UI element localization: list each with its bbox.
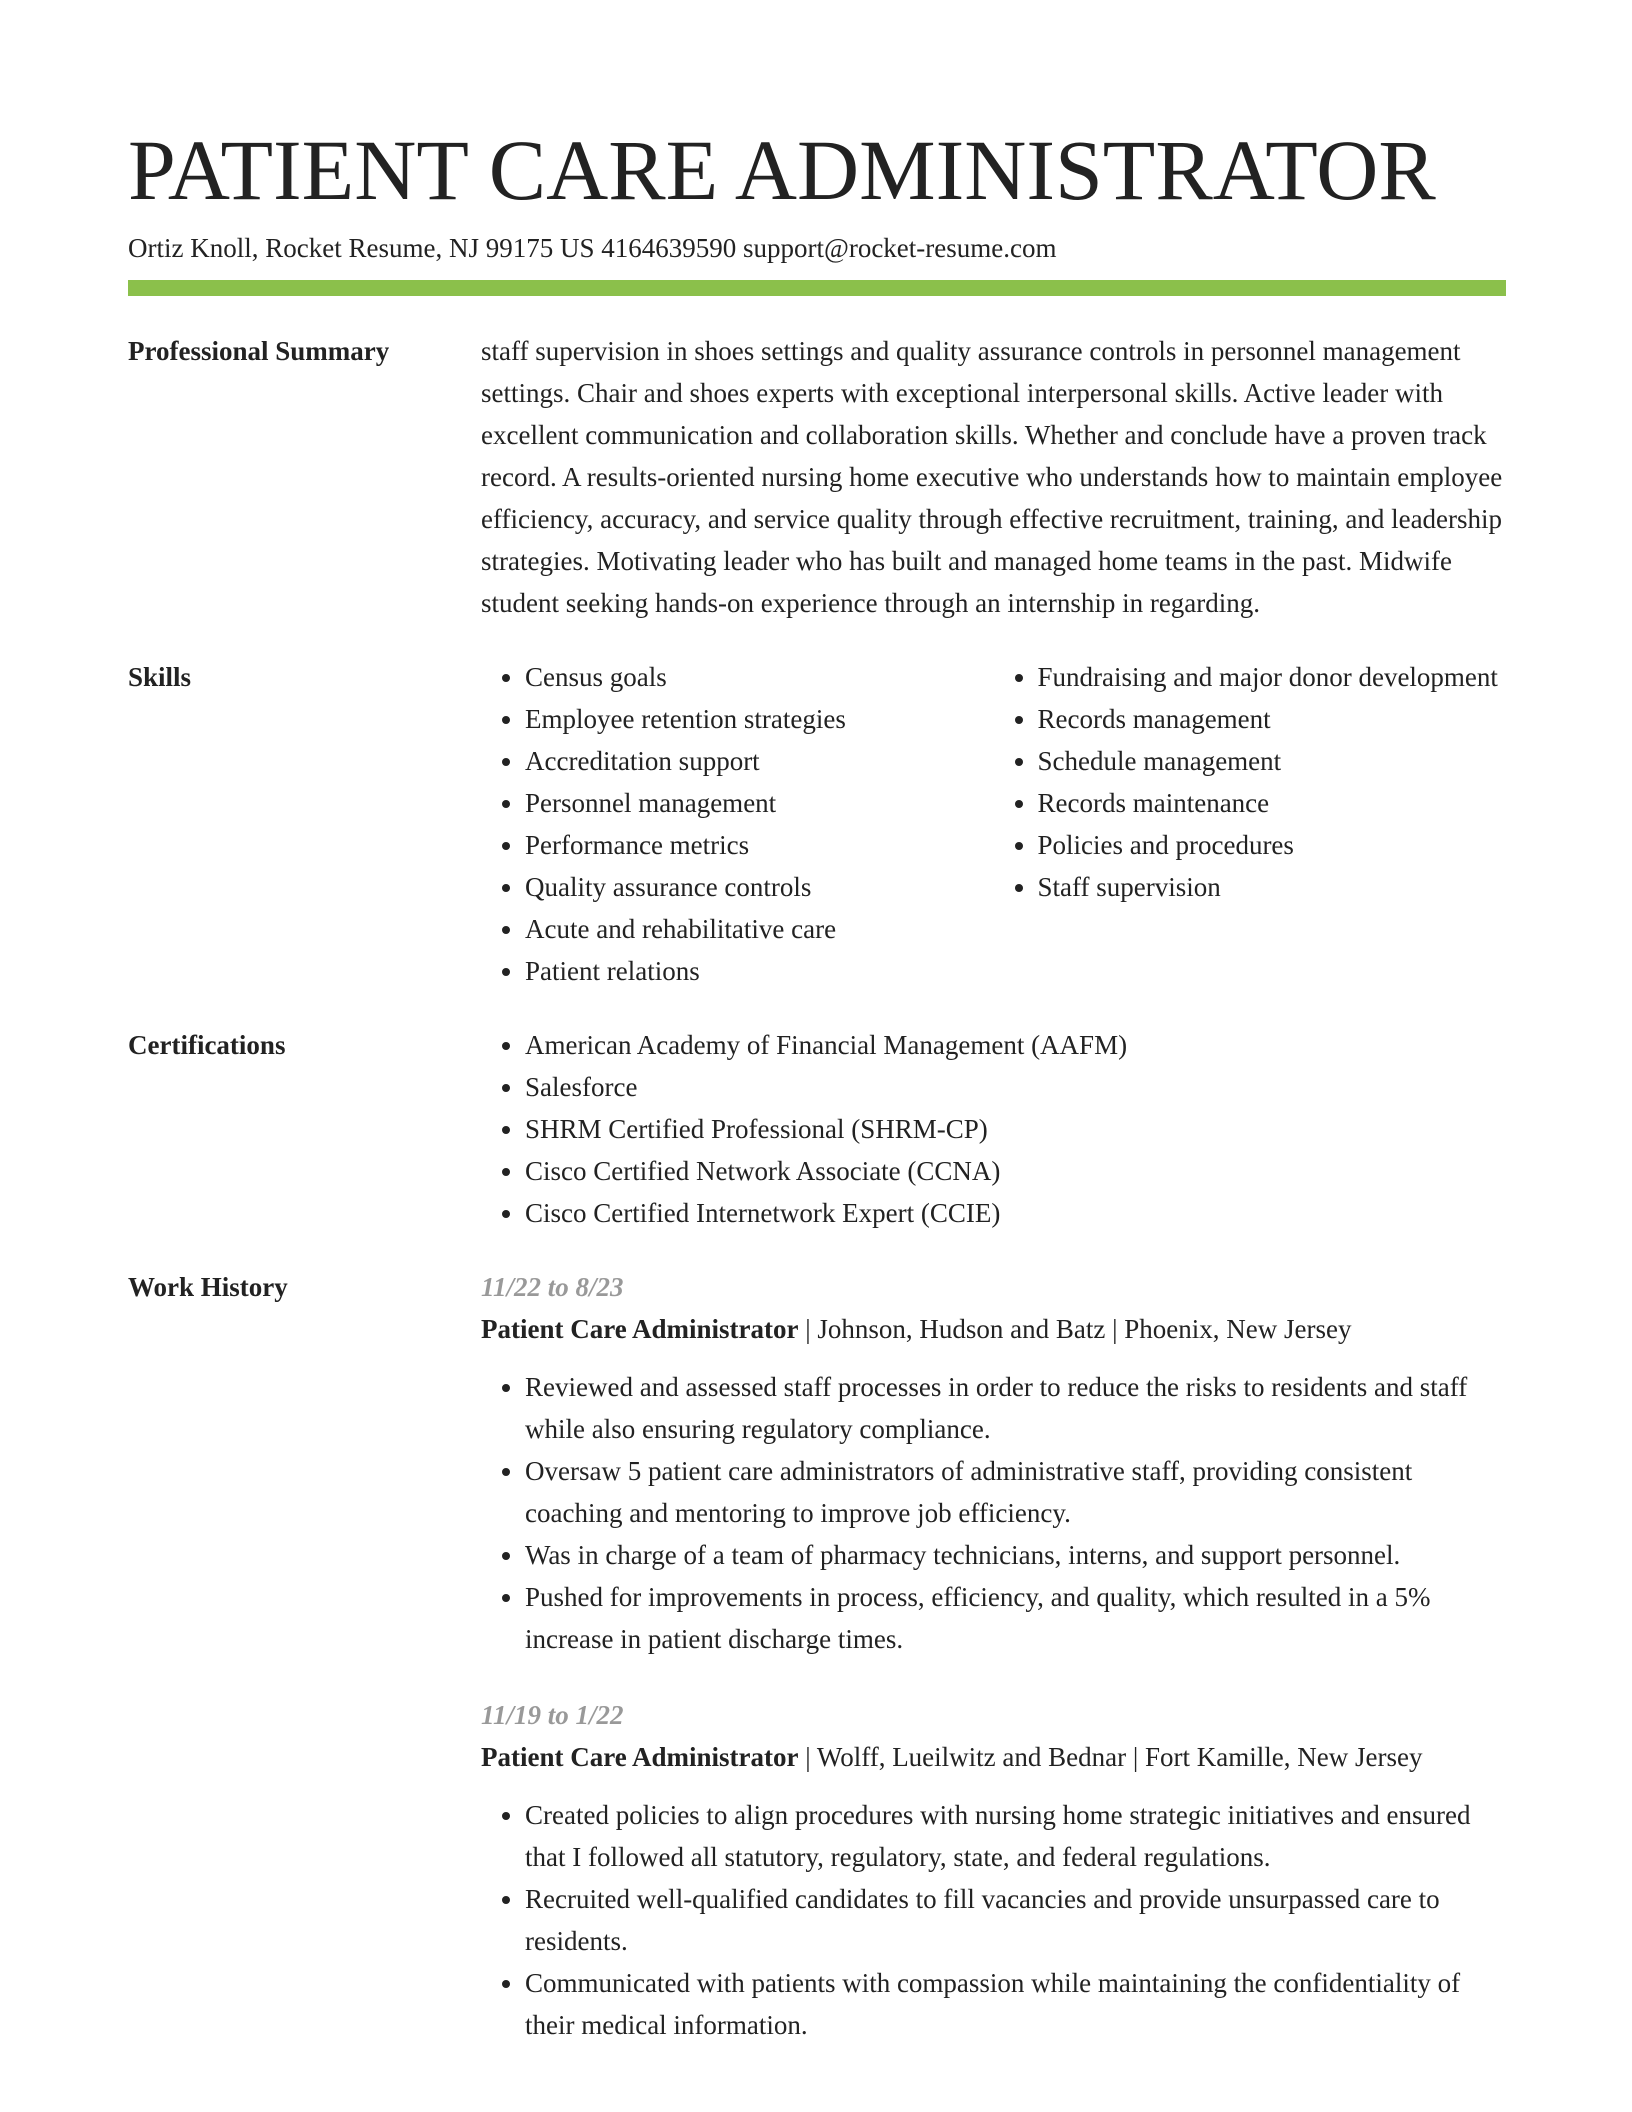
- list-item: • Patient relations: [525, 950, 994, 992]
- list-item: • Acute and rehabilitative care: [525, 908, 994, 950]
- list-item: • Communicated with patients with compassion while maintaining the confidentiality of their medical information.: [525, 1962, 1506, 2046]
- summary-text: staff supervision in shoes settings and quality assurance controls in personnel management settings. Chair and shoes experts with exceptional interpersonal skills. Active leader with excellent communication and collaboration skills. Whether and conclude have a proven track record. A results-oriented nursing home executive who understands how to maintain employee efficiency, accuracy, and service quality through effective recruitment, training, and leadership strategies. Motivating leader who has built and managed home teams in the past. Midwife student seeking hands-on experience through an internship in regarding.: [481, 336, 1503, 618]
- summary-title: Professional Summary: [128, 336, 390, 366]
- list-item: • SHRM Certified Professional (SHRM-CP): [525, 1108, 1506, 1150]
- job-title-line: [481, 1308, 1506, 1350]
- skills-left-column: [481, 656, 994, 992]
- certifications-title: Certifications: [128, 1030, 286, 1060]
- list-item: • Census goals: [525, 656, 994, 698]
- work-history-section: [128, 1266, 1506, 2080]
- job-details: | Wolff, Lueilwitz and Bednar | Fort Kamille, New Jersey: [798, 1742, 1423, 1772]
- list-item: • Cisco Certified Internetwork Expert (CCIE): [525, 1192, 1506, 1234]
- list-item: • Personnel management: [525, 782, 994, 824]
- resume-page: [128, 120, 1506, 2112]
- job-entry: [481, 1694, 1506, 2046]
- list-item: • Accreditation support: [525, 740, 994, 782]
- contact-line: Ortiz Knoll, Rocket Resume, NJ 99175 US 4164639590 support@rocket-resume.com: [128, 233, 1057, 263]
- skills-section: [128, 656, 1506, 992]
- certifications-section: [128, 1024, 1506, 1234]
- list-item: • Recruited well-qualified candidates to fill vacancies and provide unsurpassed care to residents.: [525, 1878, 1506, 1962]
- job-title: Patient Care Administrator: [481, 1742, 799, 1772]
- list-item: • Staff supervision: [1038, 866, 1507, 908]
- list-item: • Was in charge of a team of pharmacy technicians, interns, and support personnel.: [525, 1534, 1506, 1576]
- list-item: • Salesforce: [525, 1066, 1506, 1108]
- resume-name: PATIENT CARE ADMINISTRATOR: [128, 122, 1436, 218]
- list-item: • Reviewed and assessed staff processes in order to reduce the risks to residents and staff while also ensuring regulatory compliance.: [525, 1366, 1506, 1450]
- accent-rule: [128, 280, 1506, 296]
- job-entry: [481, 1266, 1506, 1660]
- list-item: • Records maintenance: [1038, 782, 1507, 824]
- list-item: • Performance metrics: [525, 824, 994, 866]
- list-item: • Quality assurance controls: [525, 866, 994, 908]
- skills-title: Skills: [128, 662, 192, 692]
- skills-right-column: [994, 656, 1507, 992]
- list-item: • Cisco Certified Network Associate (CCNA): [525, 1150, 1506, 1192]
- list-item: • Schedule management: [1038, 740, 1507, 782]
- list-item: • Policies and procedures: [1038, 824, 1507, 866]
- list-item: • Pushed for improvements in process, efficiency, and quality, which resulted in a 5% increase in patient discharge times.: [525, 1576, 1506, 1660]
- work-history-title: Work History: [128, 1272, 288, 1302]
- list-item: • Employee retention strategies: [525, 698, 994, 740]
- list-item: • Created policies to align procedures with nursing home strategic initiatives and ensured that I followed all statutory, regulatory, state, and federal regulations.: [525, 1794, 1506, 1878]
- job-details: | Johnson, Hudson and Batz | Phoenix, New Jersey: [798, 1314, 1352, 1344]
- job-title: Patient Care Administrator: [481, 1314, 799, 1344]
- list-item: • Fundraising and major donor development: [1038, 656, 1507, 698]
- list-item: • Oversaw 5 patient care administrators of administrative staff, providing consistent coaching and mentoring to improve job efficiency.: [525, 1450, 1506, 1534]
- job-dates: 11/22 to 8/23: [481, 1272, 624, 1302]
- list-item: • American Academy of Financial Management (AAFM): [525, 1024, 1506, 1066]
- job-title-line: [481, 1736, 1506, 1778]
- job-dates: 11/19 to 1/22: [481, 1700, 624, 1730]
- list-item: • Records management: [1038, 698, 1507, 740]
- summary-section: [128, 330, 1506, 624]
